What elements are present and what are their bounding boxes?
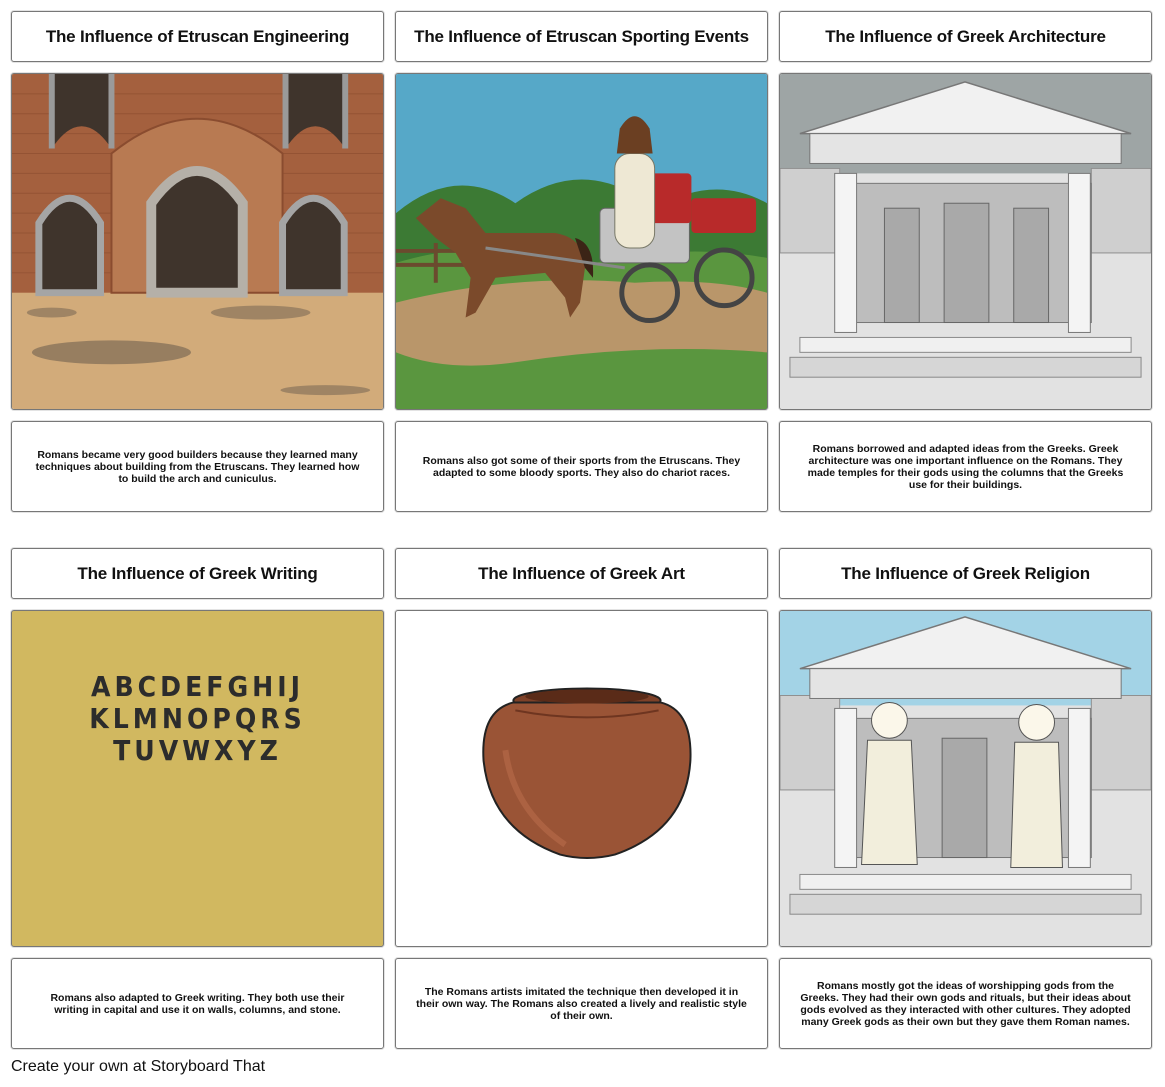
alphabet-line-1: ABCDEFGHIJ: [90, 670, 304, 703]
panel-5-scene-pot: [395, 610, 768, 947]
panel-2-scene-chariot: [395, 73, 768, 410]
storyboard-footer-link[interactable]: Create your own at Storyboard That: [11, 1058, 266, 1075]
panel-4-title: The Influence of Greek Writing: [11, 548, 384, 599]
panel-4-scene-alphabet: [11, 610, 384, 947]
panel-1-scene-arena: [11, 73, 384, 410]
panel-6-scene-temple-gods: [779, 610, 1152, 947]
panel-2-title: The Influence of Etruscan Sporting Events: [395, 11, 768, 62]
panel-3-scene-temple: [779, 73, 1152, 410]
panel-1-title: The Influence of Etruscan Engineering: [11, 11, 384, 62]
panel-5-title: The Influence of Greek Art: [395, 548, 768, 599]
panel-3-title: The Influence of Greek Architecture: [779, 11, 1152, 62]
panel-1-caption: Romans became very good builders because they learned many techniques about building from the Etruscans. They learned how to build the arch and cuniculus.: [11, 421, 384, 512]
alphabet-line-2: KLMNOPQRS: [89, 702, 306, 735]
alphabet-text: [12, 671, 383, 767]
panel-4-caption: Romans also adapted to Greek writing. They both use their writing in capital and use it on walls, columns, and stone.: [11, 958, 384, 1049]
panel-5-caption: The Romans artists imitated the technique then developed it in their own way. The Romans also created a lively and realistic style of their own.: [395, 958, 768, 1049]
panel-6-caption: Romans mostly got the ideas of worshipping gods from the Greeks. They had their own gods and rituals, but their ideas about gods evolved as they interacted with other cultures. They adopted many Greek gods as their own but they gave them Roman names.: [779, 958, 1152, 1049]
panel-6-title: The Influence of Greek Religion: [779, 548, 1152, 599]
alphabet-line-3: TUVWXYZ: [113, 734, 282, 767]
panel-3-caption: Romans borrowed and adapted ideas from the Greeks. Greek architecture was one important influence on the Romans. They made temples for their gods using the columns that the Greeks use for their buildings.: [779, 421, 1152, 512]
panel-2-caption: Romans also got some of their sports from the Etruscans. They adapted to some bloody sports. They also do chariot races.: [395, 421, 768, 512]
